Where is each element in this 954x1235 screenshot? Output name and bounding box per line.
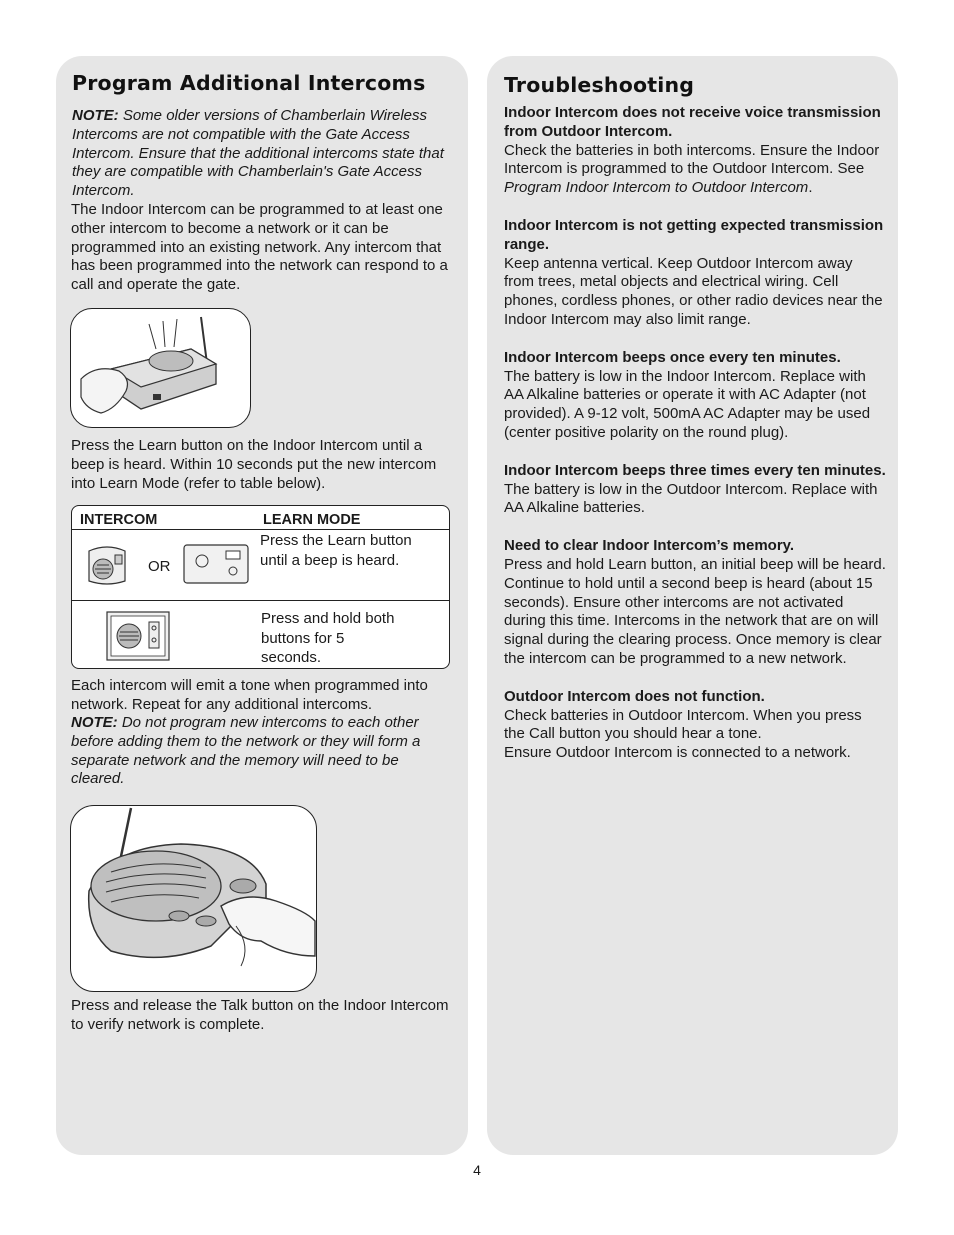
wall-intercom-icon [105,610,171,667]
item-body: Check batteries in Outdoor Intercom. When you press the Call button you should hear a tone. [504,706,862,743]
troubleshooting-item [504,104,886,198]
paragraph-emit-tone: Each intercom will emit a tone when programmed into network. Repeat for any additional intercoms. [71,677,428,713]
troubleshooting-item [504,349,886,443]
note-paragraph-compatibility [72,107,452,201]
indoor-intercom-icon [85,541,130,594]
item-body: The battery is low in the Outdoor Intercom. Replace with AA Alkaline batteries. [504,480,878,517]
paragraph-press-learn: Press the Learn button on the Indoor Intercom until a beep is heard. Within 10 seconds put the new intercom into Learn Mode (refer to table below). [71,437,437,492]
item-heading: Indoor Intercom beeps once every ten minutes. [504,348,841,366]
table-header-learn-mode: LEARN MODE [263,512,361,528]
note-label: NOTE: [72,107,119,124]
outdoor-intercom-icon [182,541,252,591]
page-number: 4 [473,1162,481,1178]
troubleshooting-item [504,462,886,518]
troubleshooting-item [504,688,886,763]
troubleshooting-item [504,217,886,330]
learn-mode-table [71,505,450,669]
illustration-press-talk-button [70,805,317,992]
note-text: Some older versions of Chamberlain Wireless Intercoms are not compatible with the Gate Access Intercom. Ensure that the additional intercoms state that they are compatible with Chamberlain's Gate Access Intercom. [72,107,444,200]
item-body: Keep antenna vertical. Keep Outdoor Intercom away from trees, metal objects and electrical wiring. Cell phones, cordless phones, or other radio devices near the Indoor Intercom may also limit range. [504,254,883,328]
illustration-press-learn-button [70,308,251,428]
troubleshooting-list [504,104,886,763]
item-heading: Need to clear Indoor Intercom’s memory. [504,537,795,555]
troubleshooting-item [504,537,886,669]
learn-mode-row2: Press and hold both buttons for 5 seconds. [261,610,395,666]
note-text: Do not program new intercoms to each other before adding them to the network or they will form a separate network and the memory will need to be cleared. [71,714,421,788]
item-heading: Outdoor Intercom does not function. [504,687,765,705]
intercom-talk-illustration [71,806,316,991]
table-header-divider [72,529,449,530]
item-heading: Indoor Intercom is not getting expected transmission range. [504,216,884,253]
item-body: The battery is low in the Indoor Intercom. Replace with AA Alkaline batteries or operate it with AC Adapter (not provided). A 9-12 volt, 500mA AC Adapter may be used (center positive polarity on the round plug). [504,367,871,441]
table-row-divider [72,600,449,601]
item-heading: Indoor Intercom does not receive voice transmission from Outdoor Intercom. [504,104,881,140]
item-heading: Indoor Intercom beeps three times every ten minutes. [504,461,886,479]
table-header-intercom: INTERCOM [80,512,158,528]
item-body-extra: Ensure Outdoor Intercom is connected to a network. [504,744,851,762]
item-body: Check the batteries in both intercoms. Ensure the Indoor Intercom is programmed to the Outdoor Intercom. See Program Indoor Intercom to Outdoor Intercom. [504,141,880,197]
intercom-hand-illustration [71,309,250,427]
item-body: Press and hold Learn button, an initial beep will be heard. Continue to hold until a second beep is heard (about 15 seconds). Ensure other intercoms are not activated during this time. Intercoms in the network that are on will signal during the clearing process. Once memory is clear the intercom can be programmed to a new network. [504,555,886,667]
section-title-troubleshooting: Troubleshooting [504,73,695,97]
note-label: NOTE: [71,714,118,731]
learn-mode-row1: Press the Learn button until a beep is heard. [260,532,412,569]
table-or-label: OR [148,558,171,575]
note-paragraph-network [71,714,451,789]
paragraph-network-intro: The Indoor Intercom can be programmed to at least one other intercom to become a network or it can be programmed into an existing network. Any intercom that has been programmed into the network can respond to a call and operate the gate. [71,201,448,294]
paragraph-press-talk: Press and release the Talk button on the Indoor Intercom to verify network is complete. [71,997,449,1033]
section-title-program-additional: Program Additional Intercoms [72,71,426,95]
